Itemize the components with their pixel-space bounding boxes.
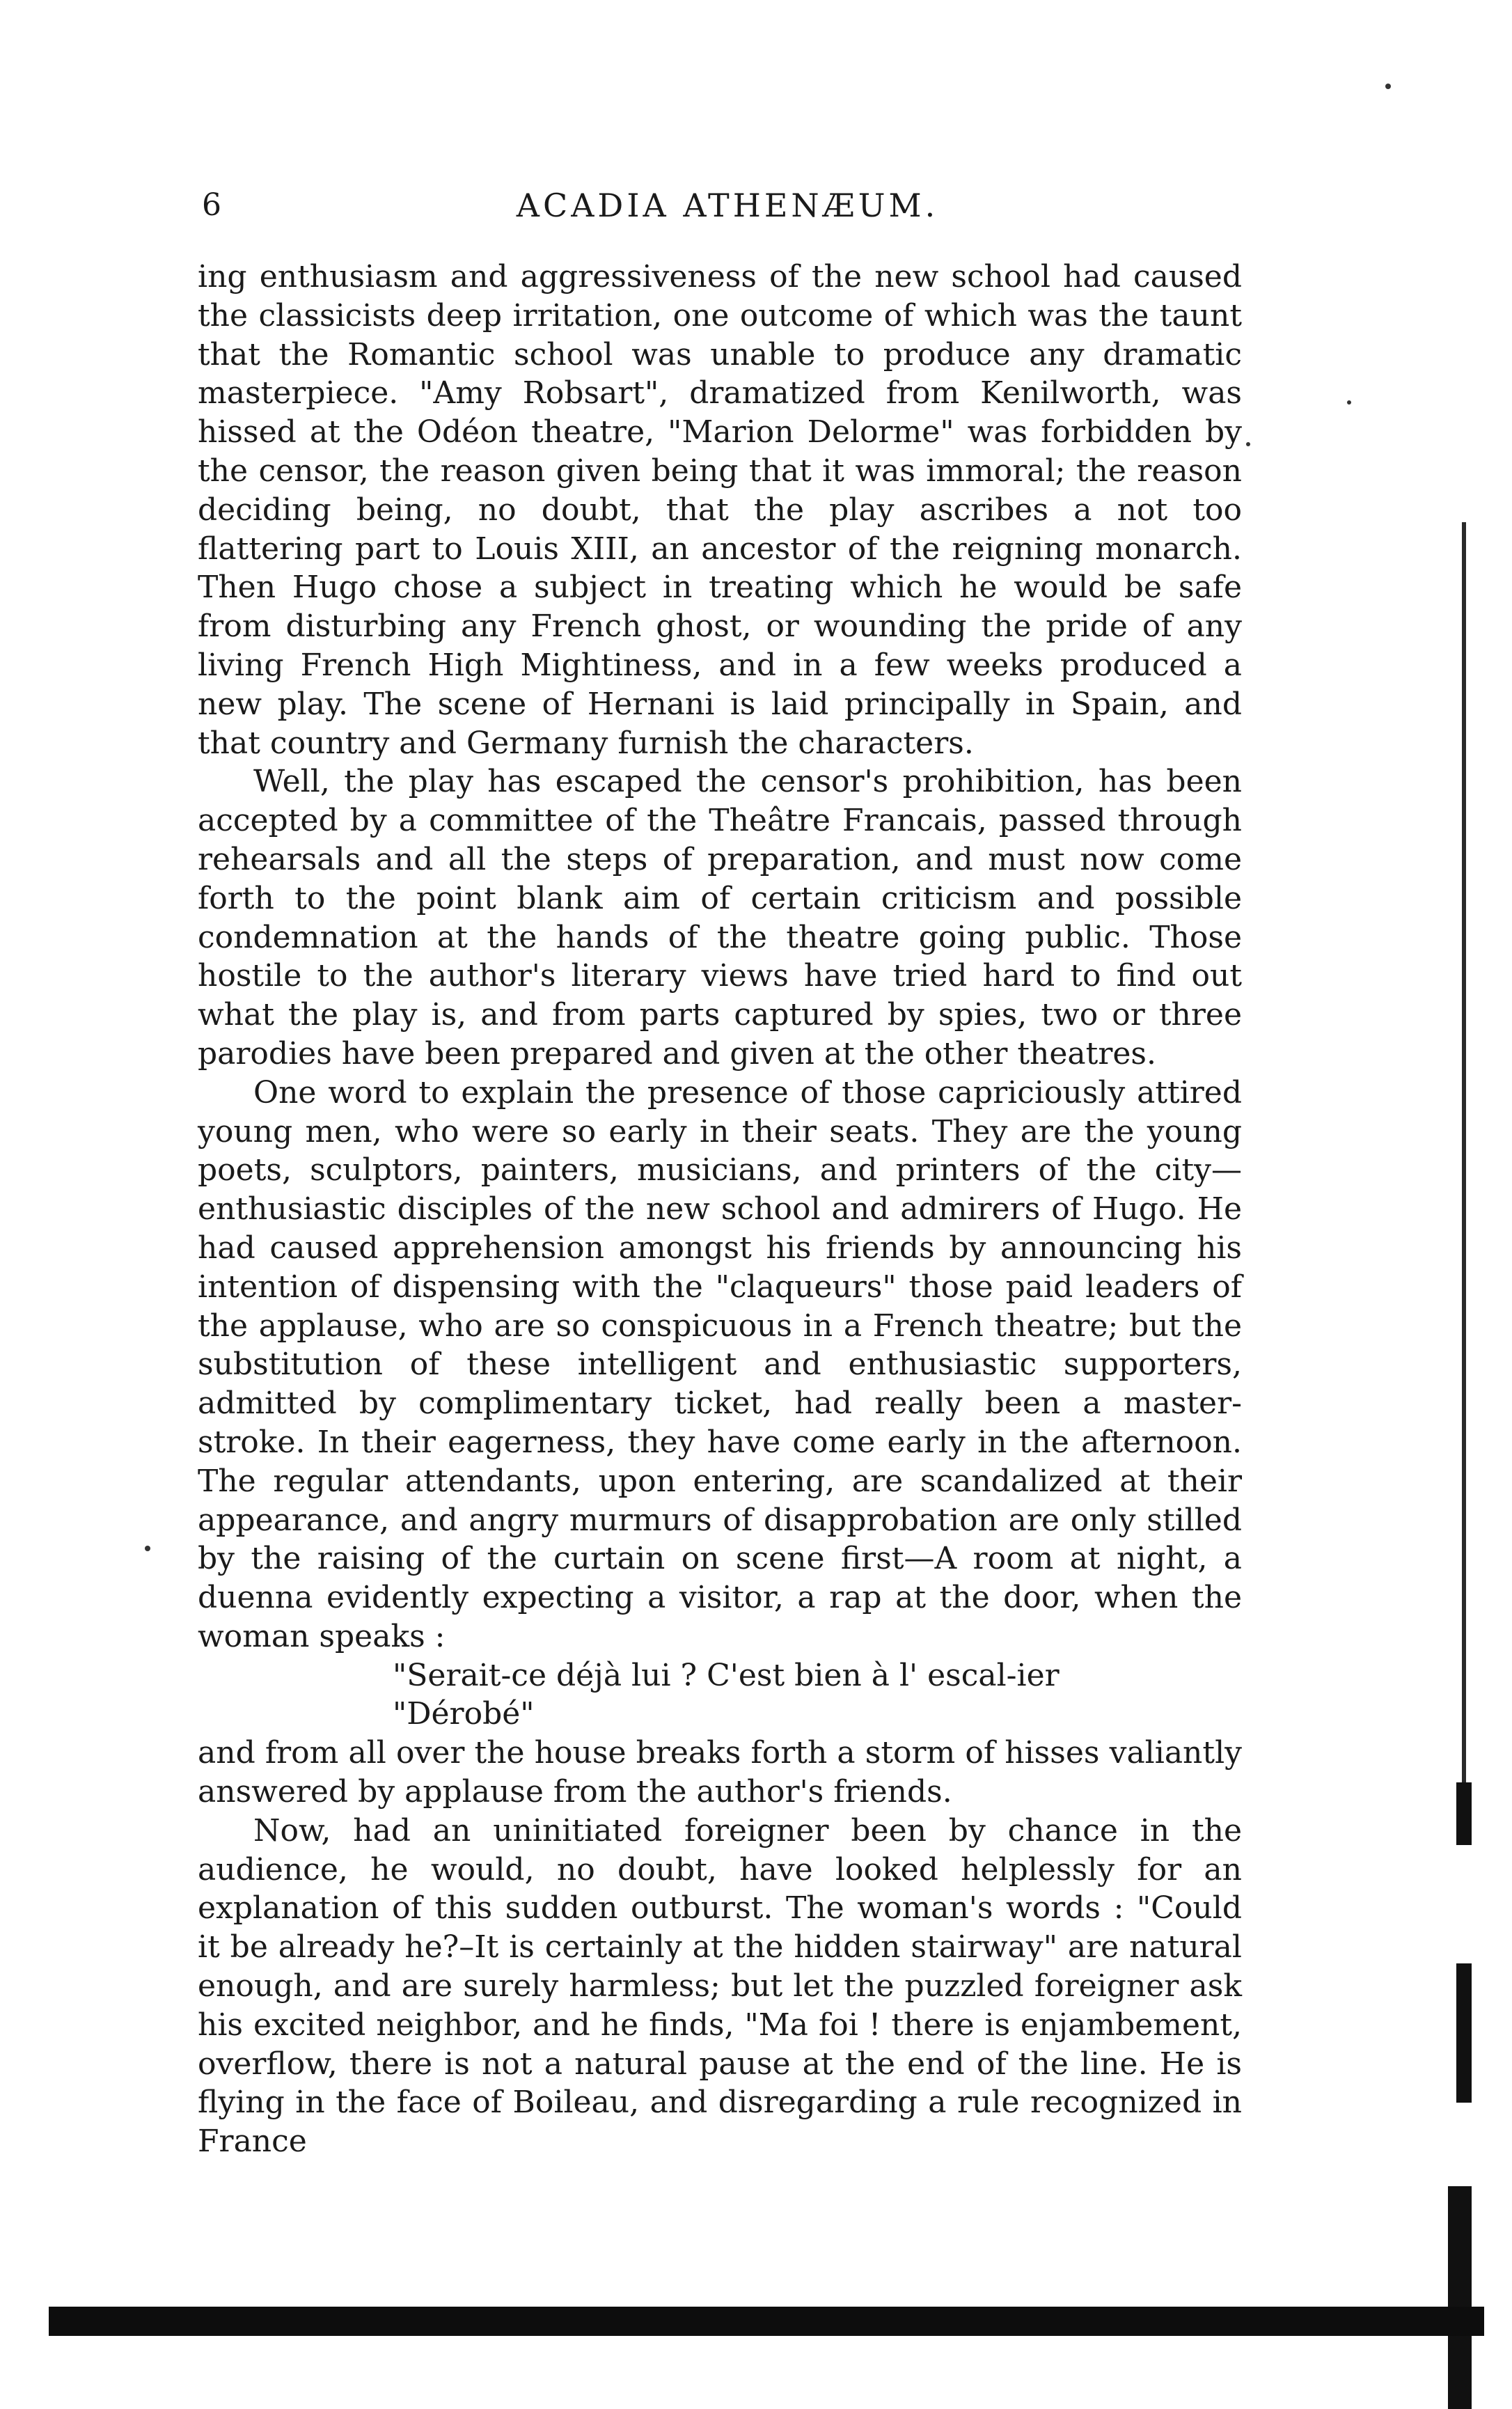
running-title: ACADIA ATHENÆUM. xyxy=(516,187,939,224)
play-quote xyxy=(198,1656,1242,1734)
article-body xyxy=(198,258,1242,2161)
scan-speck xyxy=(1246,442,1250,446)
paragraph-2: Well, the play has escaped the censor's prohibition, has been accepted by a committee of the Theâtre Francais, passed through rehearsals and all the steps of preparation, and must now come forth to the point blank aim of certain criticism and possible condemnation at the hands of the theatre going public. Those hostile to the author's literary views have tried hard to find out what the play is, and from parts captured by spies, two or three parodies have been prepared and given at the other theatres. xyxy=(198,764,1242,1072)
binding-edge-marks xyxy=(1437,515,1479,2339)
paragraph-3: One word to explain the presence of those capriciously attired young men, who were so early in their seats. They are the young poets, sculptors, painters, musicians, and printers of the city—enthusiastic disciples of the new school and admirers of Hugo. He had caused apprehension amongst his friends by announcing his intention of dispensing with the "claqueurs" those paid leaders of the applause, who are so conspicuous in a French theatre; but the substitution of these intelligent and enthusiastic supporters, admitted by complimentary ticket, had really been a master-stroke. In their eagerness, they have come early in the afternoon. The regular attendants, upon entering, are scandalized at their appearance, and angry murmurs of disapprobation are only stilled by the raising of the curtain on scene first—A room at night, a duenna evidently expecting a visitor, a rap at the door, when the woman speaks : xyxy=(198,1074,1242,1654)
page-header xyxy=(202,185,1253,233)
margin-mark xyxy=(1456,1963,1472,2103)
margin-mark xyxy=(1448,2186,1472,2409)
scan-bottom-edge xyxy=(49,2307,1484,2336)
quote-line-2: "Dérobé" xyxy=(393,1696,535,1732)
scan-speck xyxy=(1385,84,1391,89)
margin-rule xyxy=(1462,522,1466,1845)
scan-speck xyxy=(1347,400,1351,405)
paragraph-1: ing enthusiasm and aggressiveness of the new school had caused the classicists deep irritation, one outcome of which was the taunt that the Romantic school was unable to produce any dramatic masterpiece. "Amy Robsart", dramatized from Kenilworth, was hissed at the Odéon theatre, "Marion Delorme" was forbidden by the censor, the reason given being that it was immoral; the reason deciding being, no doubt, that the play ascribes a not too flattering part to Louis XIII, an ancestor of the reigning monarch. Then Hugo chose a subject in treating which he would be safe from disturbing any French ghost, or wounding the pride of any living French High Mightiness, and in a few weeks produced a new play. The scene of Hernani is laid principally in Spain, and that country and Germany furnish the characters. xyxy=(198,259,1242,761)
scan-speck xyxy=(145,1546,150,1551)
margin-mark xyxy=(1456,1782,1472,1845)
paragraph-5: Now, had an uninitiated foreigner been by chance in the audience, he would, no doubt, have looked helplessly for an explanation of this sudden outburst. The woman's words : "Could it be already he?–It is certainly at the hidden stairway" are natural enough, and are surely harmless; but let the puzzled foreigner ask his excited neighbor, and he finds, "Ma foi ! there is enjambement, overflow, there is not a natural pause at the end of the line. He is flying in the face of Boileau, and disregarding a rule recognized in France xyxy=(198,1812,1242,2160)
paragraph-4: and from all over the house breaks forth a storm of hisses valiantly answered by applause from the author's friends. xyxy=(198,1735,1242,1810)
quote-line-1: "Serait-ce déjà lui ? C'est bien à l' escal-ier xyxy=(393,1657,1060,1693)
page-number: 6 xyxy=(202,187,221,223)
